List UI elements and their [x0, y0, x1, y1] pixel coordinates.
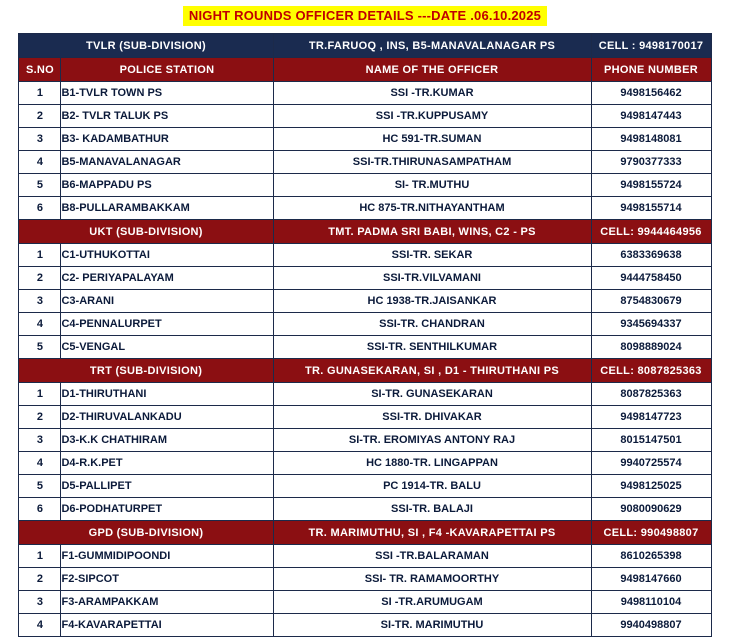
cell-officer-name-text: SSI -TR.KUPPUSAMY [375, 110, 489, 122]
cell-police-station [61, 151, 273, 174]
cell-phone-number-text: 9498147660 [620, 573, 682, 585]
cell-phone-number [591, 197, 711, 220]
cell-officer-name-text: SSI -TR.KUMAR [390, 87, 474, 99]
cell-sno-text: 5 [36, 179, 44, 191]
cell-officer-name-text: SI-TR. MARIMUTHU [380, 619, 484, 631]
cell-sno [19, 614, 61, 637]
table-row [19, 614, 711, 637]
cell-sno-text: 5 [36, 341, 44, 353]
cell-phone-number-text: 8098889024 [620, 341, 682, 353]
cell-officer-name-text: SSI -TR.BALARAMAN [375, 550, 489, 562]
cell-phone-number-text: 9345694337 [620, 318, 682, 330]
cell-phone-number-text: 9498125025 [620, 480, 682, 492]
cell-officer-name-text: SSI-TR.THIRUNASAMPATHAM [352, 156, 512, 168]
cell-police-station-text: D1-THIRUTHANI [61, 388, 147, 400]
cell-officer-name [273, 267, 591, 290]
table-row [19, 105, 711, 128]
cell-sno-text: 3 [36, 434, 44, 446]
cell-police-station [61, 174, 273, 197]
cell-officer-name [273, 591, 591, 614]
cell-phone-number-text: 9498148081 [620, 133, 682, 145]
table-row [19, 244, 711, 267]
cell-police-station [61, 267, 273, 290]
cell-sno [19, 452, 61, 475]
cell-phone-number-text: 9498155724 [620, 179, 682, 191]
cell-sno-text: 1 [36, 388, 44, 400]
column-header-station: POLICE STATION [61, 58, 273, 82]
cell-officer-name [273, 290, 591, 313]
cell-sno-text: 4 [36, 619, 44, 631]
cell-police-station [61, 498, 273, 521]
subdivision-cell: CELL : 9498170017 [591, 34, 711, 58]
cell-phone-number [591, 174, 711, 197]
cell-police-station-text: B6-MAPPADU PS [61, 179, 152, 191]
cell-police-station-text: C4-PENNALURPET [61, 318, 162, 330]
subdivision-officer: TMT. PADMA SRI BABI, WINS, C2 - PS [273, 220, 591, 244]
cell-sno [19, 568, 61, 591]
cell-police-station-text: F4-KAVARAPETTAI [61, 619, 162, 631]
table-row [19, 290, 711, 313]
cell-police-station-text: B5-MANAVALANAGAR [61, 156, 181, 168]
cell-sno-text: 2 [36, 573, 44, 585]
cell-phone-number-text: 9080090629 [620, 503, 682, 515]
cell-sno [19, 336, 61, 359]
table-row [19, 128, 711, 151]
cell-sno [19, 545, 61, 568]
cell-sno [19, 105, 61, 128]
cell-officer-name-text: SSI-TR. SEKAR [391, 249, 473, 261]
cell-sno-text: 4 [36, 457, 44, 469]
cell-sno [19, 591, 61, 614]
cell-sno-text: 3 [36, 295, 44, 307]
table-row [19, 591, 711, 614]
cell-phone-number [591, 290, 711, 313]
table-row [19, 267, 711, 290]
cell-officer-name-text: HC 875-TR.NITHAYANTHAM [359, 202, 505, 214]
cell-phone-number [591, 267, 711, 290]
cell-phone-number [591, 498, 711, 521]
cell-phone-number [591, 591, 711, 614]
cell-officer-name [273, 105, 591, 128]
cell-police-station [61, 568, 273, 591]
table-row [19, 452, 711, 475]
cell-police-station-text: D4-R.K.PET [61, 457, 123, 469]
cell-officer-name [273, 128, 591, 151]
table-body [19, 34, 711, 637]
subdivision-officer: TR. MARIMUTHU, SI , F4 -KAVARAPETTAI PS [273, 521, 591, 545]
cell-sno-text: 2 [36, 411, 44, 423]
cell-phone-number [591, 568, 711, 591]
cell-phone-number-text: 6383369638 [620, 249, 682, 261]
cell-sno-text: 5 [36, 480, 44, 492]
cell-police-station [61, 128, 273, 151]
cell-police-station [61, 313, 273, 336]
subdivision-banner-row [19, 34, 711, 58]
cell-police-station-text: B1-TVLR TOWN PS [61, 87, 163, 99]
subdivision-officer: TR. GUNASEKARAN, SI , D1 - THIRUTHANI PS [273, 359, 591, 383]
cell-phone-number-text: 9498147443 [620, 110, 682, 122]
cell-sno [19, 197, 61, 220]
table-row [19, 383, 711, 406]
cell-sno-text: 1 [36, 249, 44, 261]
table-row [19, 498, 711, 521]
cell-officer-name-text: SI-TR. GUNASEKARAN [371, 388, 493, 400]
cell-officer-name-text: SSI-TR. CHANDRAN [379, 318, 485, 330]
cell-phone-number [591, 614, 711, 637]
cell-officer-name-text: SSI-TR.VILVAMANI [383, 272, 481, 284]
cell-officer-name-text: SSI-TR. DHIVAKAR [382, 411, 482, 423]
column-header-phone: PHONE NUMBER [591, 58, 711, 82]
cell-sno [19, 174, 61, 197]
cell-officer-name [273, 197, 591, 220]
table-row [19, 336, 711, 359]
cell-officer-name [273, 383, 591, 406]
cell-police-station-text: C2- PERIYAPALAYAM [61, 272, 174, 284]
cell-sno-text: 6 [36, 503, 44, 515]
cell-sno [19, 244, 61, 267]
cell-phone-number [591, 336, 711, 359]
cell-officer-name [273, 336, 591, 359]
cell-police-station-text: F3-ARAMPAKKAM [61, 596, 159, 608]
cell-officer-name [273, 452, 591, 475]
cell-police-station-text: C5-VENGAL [61, 341, 126, 353]
subdivision-name: UKT (SUB-DIVISION) [19, 220, 273, 244]
cell-phone-number-text: 9498155714 [620, 202, 682, 214]
cell-officer-name [273, 313, 591, 336]
cell-phone-number [591, 82, 711, 105]
subdivision-banner-row [19, 359, 711, 383]
table-row [19, 475, 711, 498]
cell-officer-name [273, 406, 591, 429]
column-header-row [19, 58, 711, 82]
cell-phone-number [591, 406, 711, 429]
cell-officer-name [273, 498, 591, 521]
cell-police-station-text: F1-GUMMIDIPOONDI [61, 550, 171, 562]
cell-phone-number-text: 8087825363 [620, 388, 682, 400]
cell-phone-number [591, 105, 711, 128]
cell-police-station-text: D3-K.K CHATHIRAM [61, 434, 167, 446]
cell-phone-number [591, 383, 711, 406]
table-row [19, 82, 711, 105]
cell-phone-number-text: 9940725574 [620, 457, 682, 469]
cell-phone-number-text: 8015147501 [620, 434, 682, 446]
cell-police-station [61, 336, 273, 359]
cell-police-station-text: F2-SIPCOT [61, 573, 119, 585]
cell-phone-number [591, 545, 711, 568]
cell-officer-name-text: HC 1880-TR. LINGAPPAN [366, 457, 498, 469]
column-header-sno: S.NO [19, 58, 61, 82]
cell-officer-name-text: SSI-TR. BALAJI [391, 503, 473, 515]
subdivision-officer: TR.FARUOQ , INS, B5-MANAVALANAGAR PS [273, 34, 591, 58]
column-header-officer: NAME OF THE OFFICER [273, 58, 591, 82]
cell-phone-number-text: 9940498807 [620, 619, 682, 631]
cell-phone-number [591, 452, 711, 475]
cell-phone-number-text: 9498156462 [620, 87, 682, 99]
cell-police-station [61, 197, 273, 220]
subdivision-cell: CELL: 990498807 [591, 521, 711, 545]
subdivision-name: GPD (SUB-DIVISION) [19, 521, 273, 545]
cell-sno [19, 82, 61, 105]
cell-police-station-text: C3-ARANI [61, 295, 115, 307]
subdivision-banner-row [19, 220, 711, 244]
cell-phone-number-text: 9498147723 [620, 411, 682, 423]
cell-sno [19, 313, 61, 336]
cell-sno [19, 475, 61, 498]
cell-sno-text: 2 [36, 272, 44, 284]
cell-police-station-text: D2-THIRUVALANKADU [61, 411, 182, 423]
subdivision-name: TRT (SUB-DIVISION) [19, 359, 273, 383]
cell-officer-name-text: SI -TR.ARUMUGAM [381, 596, 483, 608]
cell-phone-number [591, 244, 711, 267]
table-row [19, 429, 711, 452]
cell-police-station [61, 429, 273, 452]
subdivision-cell: CELL: 9944464956 [591, 220, 711, 244]
cell-phone-number-text: 8610265398 [620, 550, 682, 562]
cell-police-station [61, 244, 273, 267]
cell-phone-number-text: 9790377333 [620, 156, 682, 168]
cell-officer-name [273, 82, 591, 105]
cell-officer-name-text: HC 591-TR.SUMAN [382, 133, 482, 145]
cell-officer-name [273, 568, 591, 591]
cell-phone-number [591, 128, 711, 151]
cell-sno [19, 290, 61, 313]
cell-police-station [61, 591, 273, 614]
cell-police-station [61, 614, 273, 637]
cell-sno [19, 383, 61, 406]
cell-officer-name-text: SSI- TR. RAMAMOORTHY [364, 573, 500, 585]
cell-sno [19, 128, 61, 151]
cell-police-station [61, 406, 273, 429]
cell-sno [19, 406, 61, 429]
cell-police-station [61, 545, 273, 568]
document-title-bar [0, 0, 730, 33]
night-rounds-table [18, 33, 711, 637]
cell-officer-name [273, 151, 591, 174]
table-row [19, 151, 711, 174]
cell-sno-text: 4 [36, 156, 44, 168]
cell-sno [19, 267, 61, 290]
cell-phone-number-text: 9444758450 [620, 272, 682, 284]
cell-phone-number [591, 475, 711, 498]
cell-sno-text: 6 [36, 202, 44, 214]
cell-sno-text: 3 [36, 133, 44, 145]
cell-phone-number-text: 9498110104 [620, 596, 682, 608]
cell-officer-name-text: PC 1914-TR. BALU [383, 480, 481, 492]
subdivision-name: TVLR (SUB-DIVISION) [19, 34, 273, 58]
page-title: NIGHT ROUNDS OFFICER DETAILS ---DATE .06.10.2025 [183, 6, 547, 26]
cell-sno-text: 1 [36, 550, 44, 562]
cell-sno-text: 2 [36, 110, 44, 122]
cell-police-station [61, 452, 273, 475]
cell-officer-name [273, 545, 591, 568]
cell-officer-name [273, 475, 591, 498]
cell-sno-text: 1 [36, 87, 44, 99]
cell-officer-name [273, 614, 591, 637]
table-row [19, 568, 711, 591]
cell-officer-name [273, 429, 591, 452]
cell-phone-number [591, 313, 711, 336]
table-row [19, 197, 711, 220]
cell-officer-name-text: SSI-TR. SENTHILKUMAR [366, 341, 498, 353]
cell-sno [19, 429, 61, 452]
cell-officer-name-text: HC 1938-TR.JAISANKAR [367, 295, 497, 307]
cell-police-station-text: B8-PULLARAMBAKKAM [61, 202, 190, 214]
cell-police-station [61, 105, 273, 128]
cell-sno [19, 151, 61, 174]
cell-police-station [61, 290, 273, 313]
cell-phone-number [591, 429, 711, 452]
cell-officer-name [273, 244, 591, 267]
table-row [19, 313, 711, 336]
cell-officer-name [273, 174, 591, 197]
cell-officer-name-text: SI-TR. EROMIYAS ANTONY RAJ [348, 434, 516, 446]
table-row [19, 406, 711, 429]
subdivision-banner-row [19, 521, 711, 545]
cell-officer-name-text: SI- TR.MUTHU [394, 179, 470, 191]
cell-police-station [61, 383, 273, 406]
cell-police-station-text: B2- TVLR TALUK PS [61, 110, 169, 122]
cell-police-station-text: C1-UTHUKOTTAI [61, 249, 150, 261]
cell-sno-text: 4 [36, 318, 44, 330]
cell-police-station-text: D6-PODHATURPET [61, 503, 163, 515]
cell-phone-number [591, 151, 711, 174]
cell-sno-text: 3 [36, 596, 44, 608]
table-row [19, 545, 711, 568]
table-row [19, 174, 711, 197]
cell-police-station [61, 82, 273, 105]
subdivision-cell: CELL: 8087825363 [591, 359, 711, 383]
cell-police-station-text: B3- KADAMBATHUR [61, 133, 169, 145]
cell-sno [19, 498, 61, 521]
cell-phone-number-text: 8754830679 [620, 295, 682, 307]
cell-police-station-text: D5-PALLIPET [61, 480, 132, 492]
cell-police-station [61, 475, 273, 498]
